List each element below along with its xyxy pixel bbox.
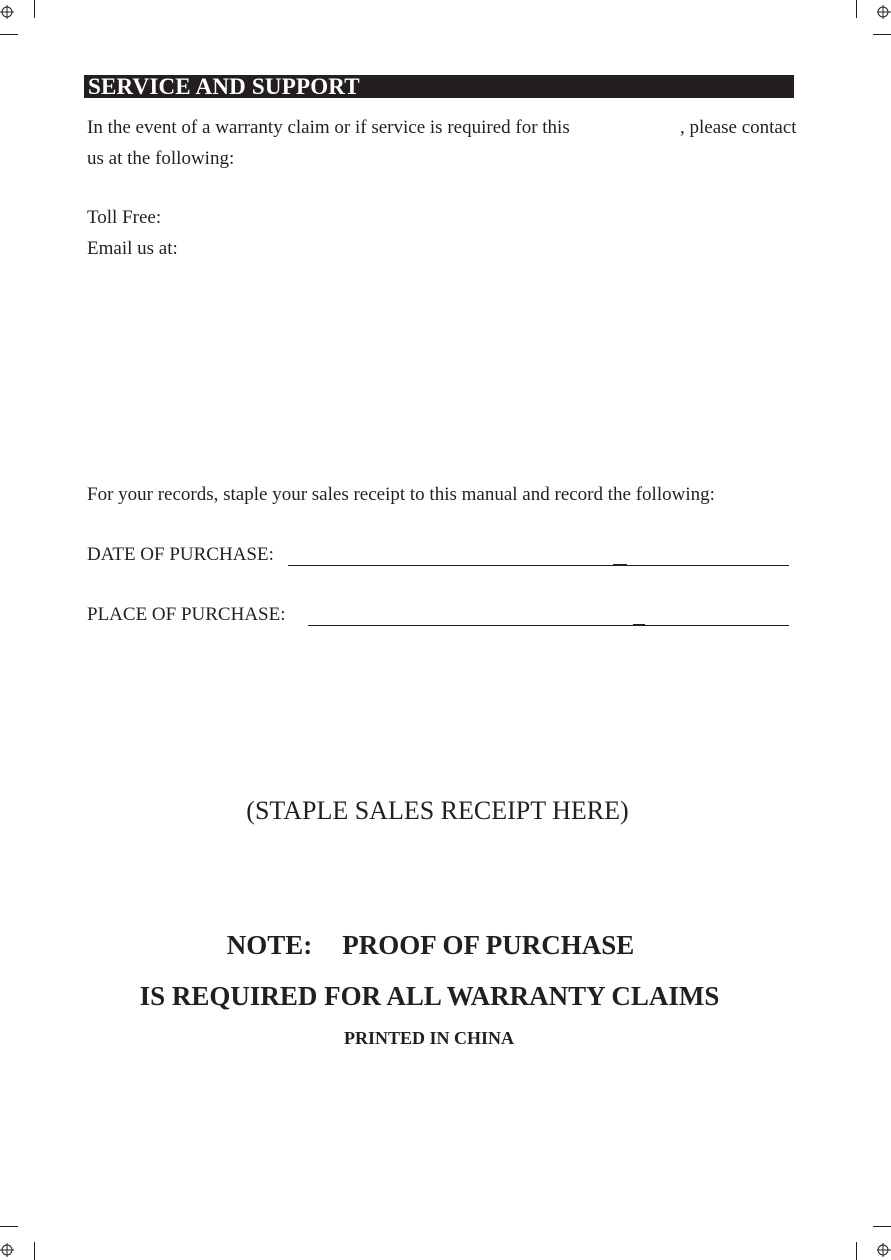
printed-in-text: PRINTED IN CHINA <box>343 1028 514 1048</box>
crop-mark <box>34 0 35 18</box>
place-of-purchase-line[interactable] <box>308 625 789 626</box>
section-header-bar <box>84 75 794 98</box>
crop-mark <box>856 0 857 18</box>
toll-free-label: Toll Free: <box>87 207 162 228</box>
registration-mark-icon <box>871 2 891 22</box>
records-instruction: For your records, staple your sales receipt to this manual and record the following: <box>87 484 715 505</box>
date-of-purchase-label: DATE OF PURCHASE: <box>87 544 274 565</box>
email-label: Email us at: <box>87 238 178 259</box>
registration-mark-icon <box>0 2 20 22</box>
note-line-1 <box>0 930 876 960</box>
place-line-mark <box>633 624 645 626</box>
date-of-purchase-line[interactable] <box>288 565 789 566</box>
place-of-purchase-label: PLACE OF PURCHASE: <box>87 604 286 625</box>
note-main: PROOF OF PURCHASE <box>342 930 635 960</box>
section-title: SERVICE AND SUPPORT <box>88 74 360 99</box>
crop-mark <box>0 34 18 35</box>
registration-mark-icon <box>0 1240 20 1260</box>
crop-mark <box>0 1226 18 1227</box>
registration-mark-icon <box>871 1240 891 1260</box>
staple-receipt-text: (STAPLE SALES RECEIPT HERE) <box>246 796 629 825</box>
intro-line-1-start: In the event of a warranty claim or if service is required for this <box>87 117 570 138</box>
crop-mark <box>873 34 891 35</box>
intro-line-1-end: , please contact <box>680 117 797 138</box>
crop-mark <box>873 1226 891 1227</box>
crop-mark <box>34 1242 35 1260</box>
note-prefix: NOTE: <box>226 930 313 960</box>
intro-line-2: us at the following: <box>87 148 235 169</box>
note-line-2: IS REQUIRED FOR ALL WARRANTY CLAIMS <box>139 981 720 1011</box>
crop-mark <box>856 1242 857 1260</box>
date-line-mark <box>613 564 627 566</box>
